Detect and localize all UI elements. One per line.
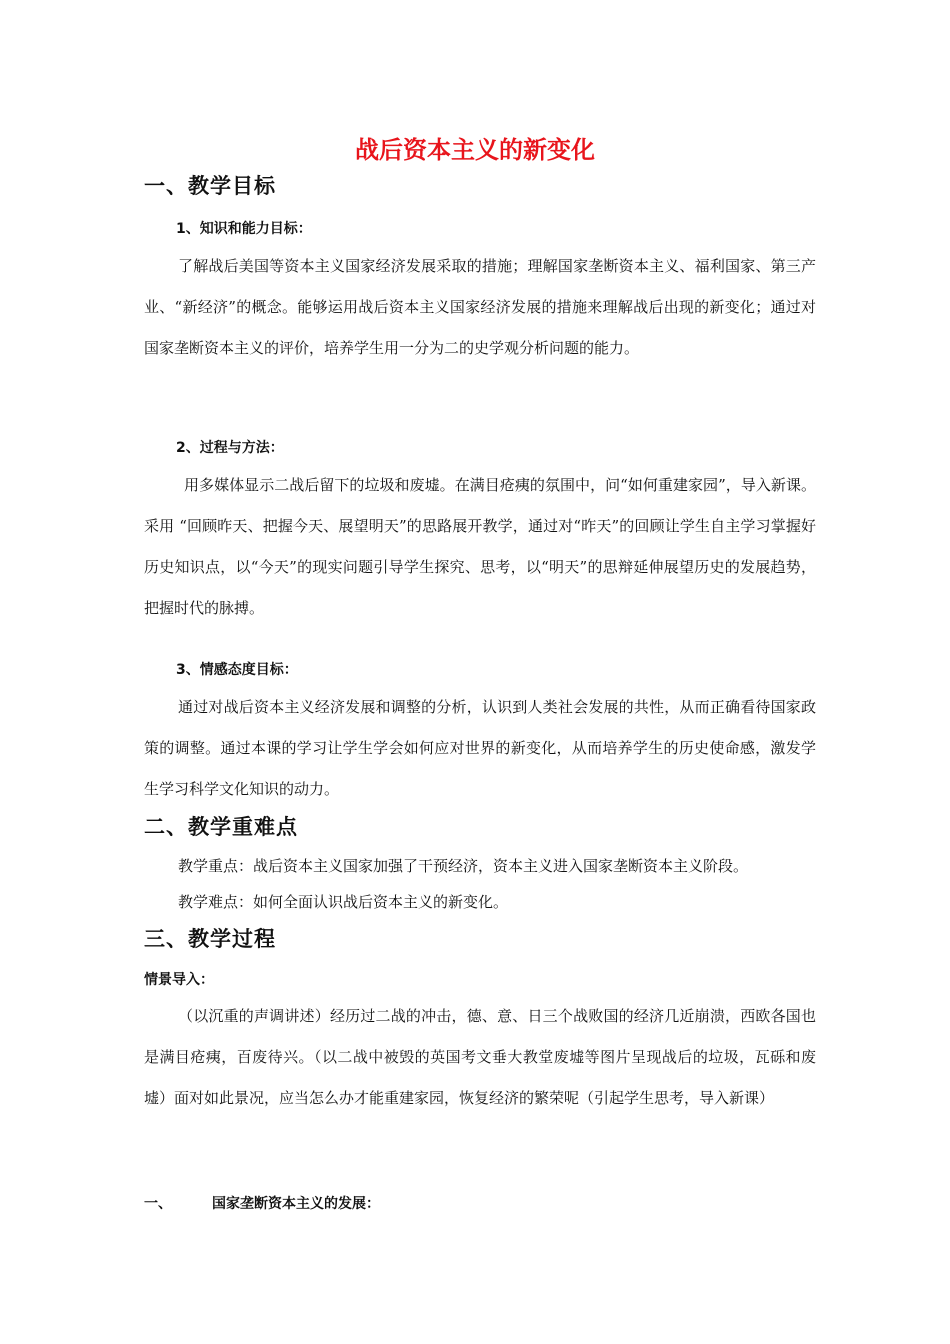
subheading-knowledge: 1、知识和能力目标： [176, 221, 312, 237]
paragraph-difficult-point: 教学难点：如何全面认识战后资本主义的新变化。 [178, 893, 509, 911]
subheading-intro: 情景导入： [144, 972, 214, 988]
subheading-emotion: 3、情感态度目标： [176, 662, 298, 678]
section-heading-process: 三、教学过程 [144, 927, 276, 951]
section-heading-objectives: 一、教学目标 [144, 174, 276, 198]
part-heading-monopoly: 国家垄断资本主义的发展： [212, 1196, 380, 1212]
section-heading-key-points: 二、教学重难点 [144, 815, 298, 839]
subheading-process: 2、过程与方法： [176, 440, 284, 456]
paragraph-intro: （以沉重的声调讲述）经历过二战的冲击，德、意、日三个战败国的经济几近崩溃，西欧各国也是满目疮痍，百废待兴。（以二战中被毁的英国考文垂大教堂废墟等图片呈现战后的垃圾，瓦砾和废墟）面对如此景况，应当怎么办才能重建家园，恢复经济的繁荣呢（引起学生思考，导入新课） [144, 1007, 816, 1107]
paragraph-knowledge: 了解战后美国等资本主义国家经济发展采取的措施；理解国家垄断资本主义、福利国家、第三产业、“新经济”的概念。能够运用战后资本主义国家经济发展的措施来理解战后出现的新变化；通过对国家垄断资本主义的评价，培养学生用一分为二的史学观分析问题的能力。 [144, 257, 816, 357]
document-title: 战后资本主义的新变化 [355, 136, 595, 164]
paragraph-emotion: 通过对战后资本主义经济发展和调整的分析，认识到人类社会发展的共性，从而正确看待国家政策的调整。通过本课的学习让学生学会如何应对世界的新变化，从而培养学生的历史使命感，激发学生学习科学文化知识的动力。 [144, 698, 816, 798]
part-number: 一、 [144, 1196, 172, 1212]
paragraph-key-point: 教学重点：战后资本主义国家加强了干预经济，资本主义进入国家垄断资本主义阶段。 [178, 857, 749, 875]
paragraph-process: 用多媒体显示二战后留下的垃圾和废墟。在满目疮痍的氛围中，问“如何重建家园”，导入新课。采用 “回顾昨天、把握今天、展望明天”的思路展开教学，通过对“昨天”的回顾让学生自主学习掌握好历史知识点，以“今天”的现实问题引导学生探究、思考，以“明天”的思辩延伸展望历史的发展趋势，把握时代的脉搏。 [144, 476, 816, 617]
